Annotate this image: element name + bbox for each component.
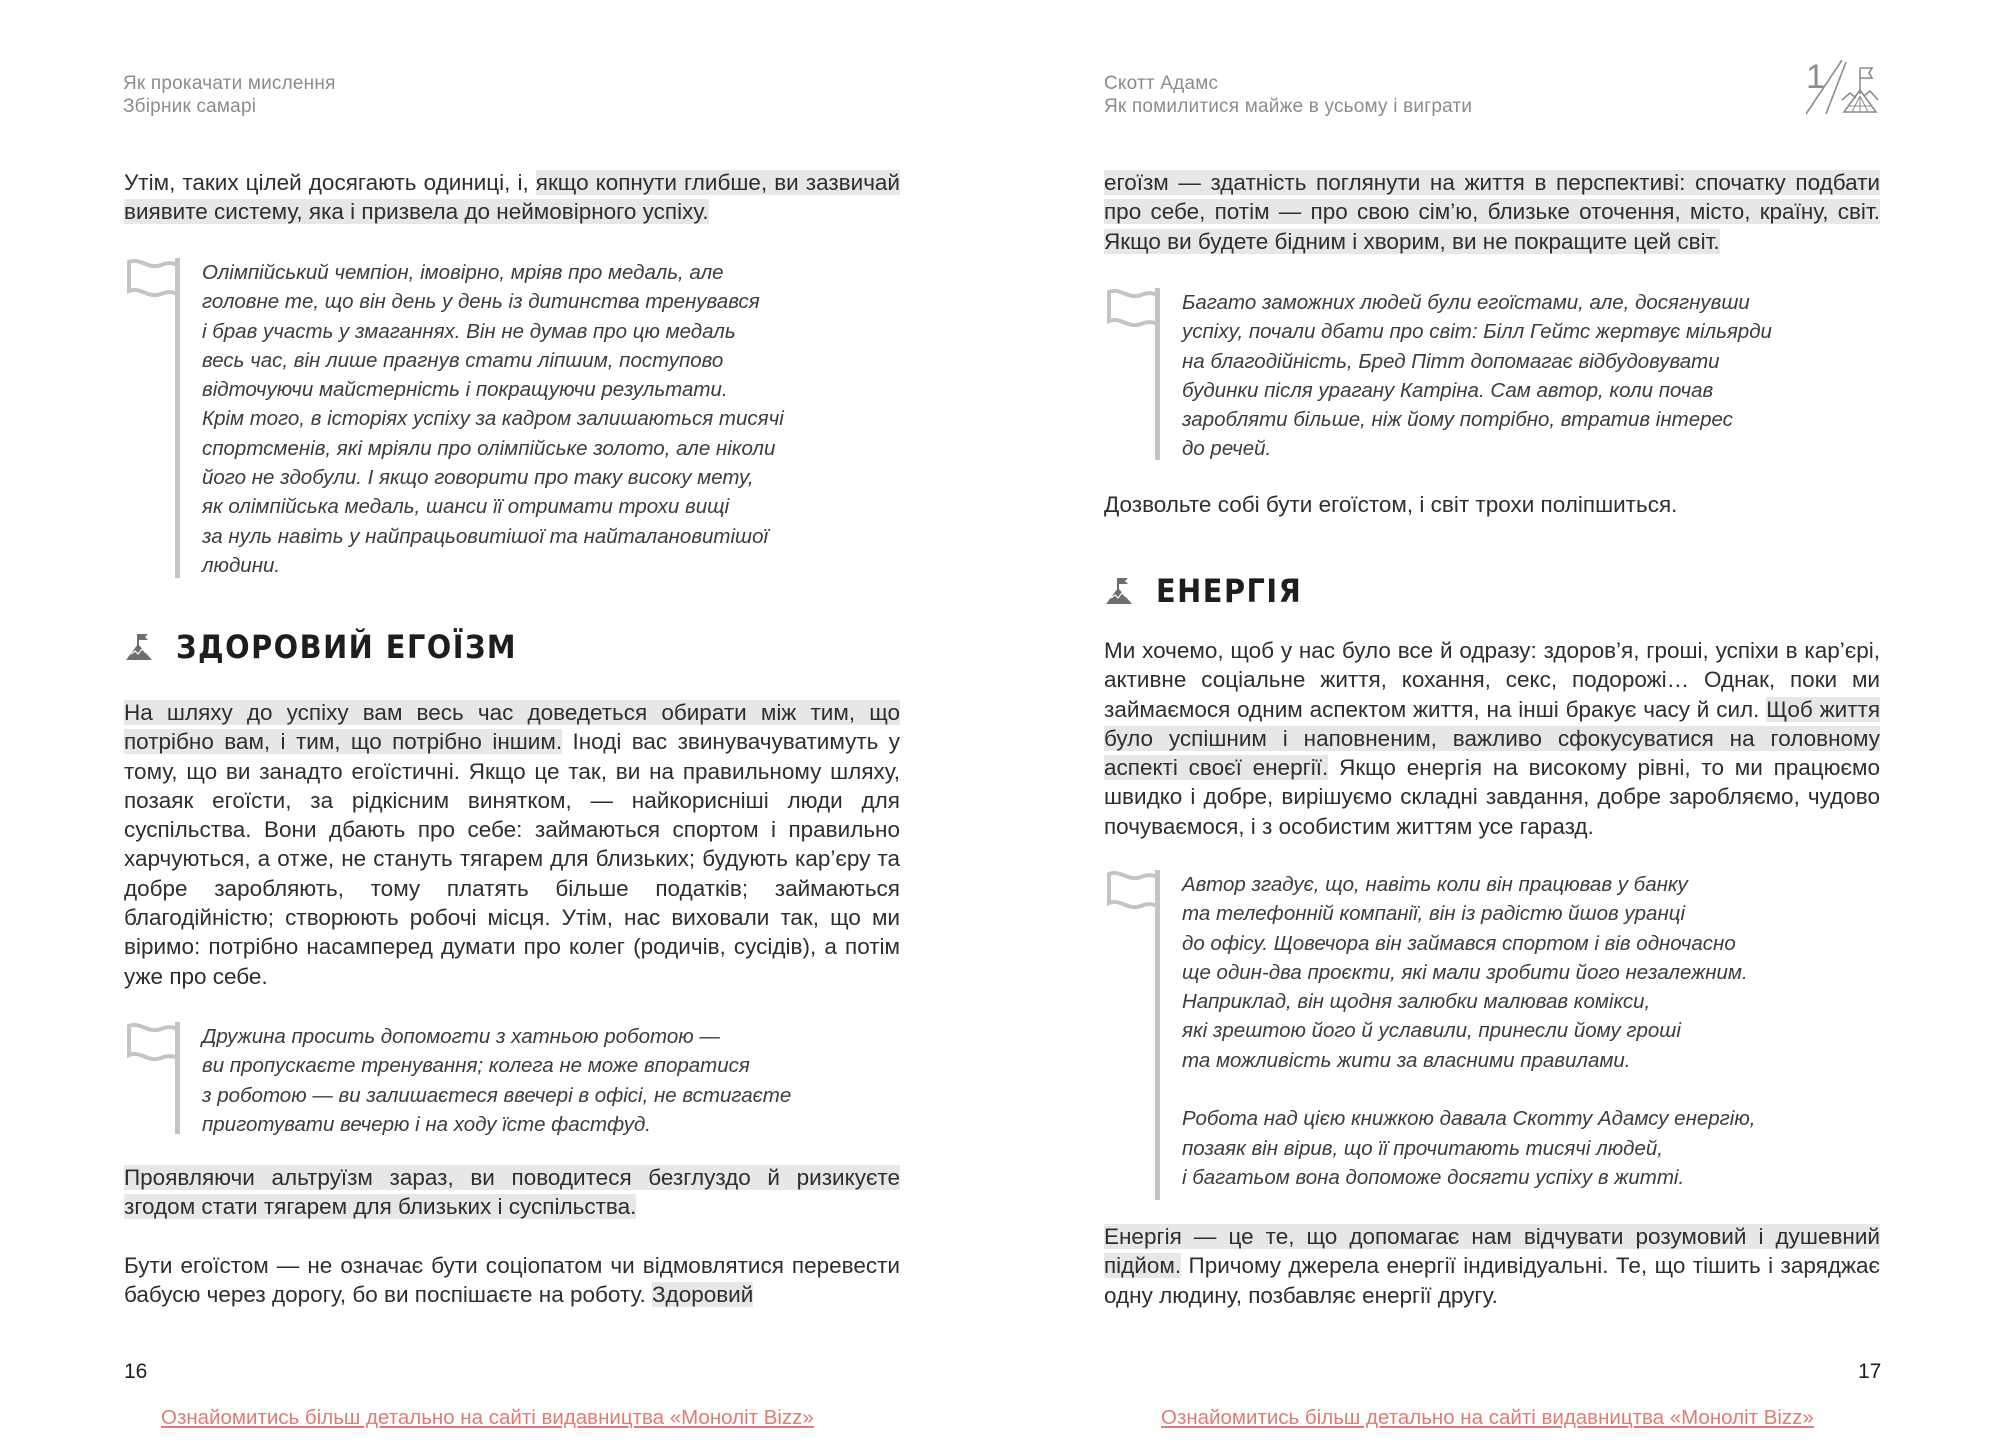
book-series-title: Як прокачати мислення bbox=[123, 73, 336, 94]
quote-bar bbox=[1155, 288, 1160, 460]
paragraph-text: Іноді вас звинувачуватимуть у тому, що ви занадто егоїстичні. Якщо це так, ви на правильному шляху, позаяк егоїсти, за рідкісним винятком, — найкорисніші люди для суспільства. Вони дбають про себе: займаються спортом і правильно харчуються, а отже, не стануть тягарем для близьких; будують кар’єру та добре заробляють, тому платять більше податків; займаються благодійністю; створюють робочі місця. Утім, нас виховали так, що ми віримо: потрібно насамперед думати про колег (родичів, сусідів), а потім уже про себе. bbox=[124, 729, 901, 989]
quote-text bbox=[202, 258, 902, 580]
quote-line: як олімпійська медаль, шанси її отримати трохи вищі bbox=[202, 495, 730, 519]
mountain-flag-icon bbox=[124, 633, 154, 661]
highlighted-text: егоїзм — здатність поглянути на життя в перспективі: спочатку подбати про себе, потім — про свою сім’ю, близьке оточення, місто, країну, світ. Якщо ви будете бідним і хворим, ви не покращите цей світ. bbox=[1104, 170, 1880, 254]
quote-line: Крім того, в історіях успіху за кадром залишаються тисячі bbox=[202, 407, 784, 431]
paragraph-energy-definition bbox=[1104, 1222, 1880, 1310]
quote-line: та можливість жити за власними правилами. bbox=[1182, 1048, 1631, 1072]
quote-line: і багатьом вона допоможе досягти успіху в житті. bbox=[1182, 1165, 1685, 1189]
intro-text: Утім, таких цілей досягають одиниці, і, bbox=[124, 170, 536, 195]
paragraph-text: Причому джерела енергії індивідуальні. Те, що тішить і заряджає одну людину, позбавляє енергії другу. bbox=[1104, 1253, 1880, 1308]
quote-line: Олімпійський чемпіон, імовірно, мріяв про медаль, але bbox=[202, 261, 724, 284]
mountain-flag-icon bbox=[1806, 60, 1886, 122]
quote-line: Робота над цією книжкою давала Скотту Адамсу енергію, bbox=[1182, 1107, 1756, 1131]
quote-line: людини. bbox=[202, 553, 281, 577]
book-author: Скотт Адамс bbox=[1104, 73, 1219, 94]
quote-line: Дружина просить допомогти з хатньою роботою — bbox=[202, 1025, 720, 1048]
quote-bar bbox=[175, 1022, 180, 1134]
quote-bar bbox=[1155, 870, 1160, 1200]
highlighted-text: якщо копнути глибше, ви зазвичай виявите систему, яка і призвела до неймовірного успіху. bbox=[124, 170, 900, 225]
quote-line: з роботою — ви залишаєтеся ввечері в офісі, не встигаєте bbox=[202, 1083, 792, 1107]
book-series-subtitle: Збірник самарі bbox=[123, 96, 257, 117]
highlighted-text: Щоб життя було успішним і наповненим, важливо сфокусуватися на головному аспекті своєї енергії. bbox=[1104, 696, 1881, 781]
highlighted-text: Енергія — це те, що допомагає нам відчувати розумовий і душевний підйом. bbox=[1104, 1224, 1880, 1279]
quote-line: заробляти більше, ніж йому потрібно, втратив інтерес bbox=[1182, 408, 1733, 432]
page-number: 17 bbox=[1858, 1360, 1882, 1383]
left-page bbox=[0, 0, 998, 1447]
quote-line: Наприклад, він щодня залюбки малював комікси, bbox=[1182, 990, 1651, 1014]
running-head-right bbox=[1104, 72, 1472, 118]
section-title: ЗДОРОВИЙ ЕГОЇЗМ bbox=[176, 628, 518, 666]
quote-line: Багато заможних людей були егоїстами, але, досягнувши bbox=[1182, 291, 1750, 314]
quote-block-wife bbox=[124, 1022, 884, 1134]
quote-block-olympic bbox=[124, 258, 884, 578]
right-page bbox=[998, 0, 1997, 1447]
quote-line: ви пропускаєте тренування; колега не може впоратися bbox=[202, 1054, 750, 1078]
quote-block-author-energy bbox=[1104, 870, 1864, 1200]
publisher-link[interactable]: Ознайомитись більш детально на сайті видавництва «Моноліт Bizz» bbox=[161, 1406, 814, 1429]
quote-line: відточуючи майстерність і покращуючи результати. bbox=[202, 378, 728, 402]
paragraph-want-everything bbox=[1104, 636, 1880, 841]
flag-icon bbox=[126, 258, 180, 304]
intro-paragraph bbox=[1104, 168, 1880, 256]
publisher-link[interactable]: Ознайомитись більш детально на сайті видавництва «Моноліт Bizz» bbox=[1161, 1406, 1814, 1429]
paragraph-text: Бути егоїстом — не означає бути соціопатом чи відмовлятися перевести бабусю через дорогу, бо ви поспішаєте на роботу. bbox=[124, 1253, 900, 1308]
section-heading-healthy-egoism bbox=[124, 628, 517, 666]
chapter-number: 1 bbox=[1806, 58, 1825, 96]
quote-line: позаяк він вірив, що її прочитають тисячі людей, bbox=[1182, 1136, 1663, 1160]
section-title: ЕНЕРГІЯ bbox=[1156, 572, 1303, 610]
quote-text bbox=[1182, 288, 1882, 464]
quote-line: приготувати вечерю і на ходу їсте фастфуд. bbox=[202, 1112, 651, 1136]
highlighted-text: На шляху до успіху вам весь час доведеться обирати між тим, що потрібно вам, і тим, що потрібно іншим. bbox=[124, 700, 900, 755]
page-number: 16 bbox=[124, 1360, 148, 1383]
chapter-corner-mark bbox=[1806, 60, 1886, 122]
paragraph-text: Якщо енергія на високому рівні, то ми працюємо швидко і добре, вирішуємо складні завдання, добре заробляємо, чудово почуваємося, і з особистим життям усе гаразд. bbox=[1104, 755, 1881, 839]
quote-line: будинки після урагану Катріна. Сам автор, коли почав bbox=[1182, 378, 1714, 402]
quote-text bbox=[202, 1022, 902, 1139]
quote-line: спортсменів, які мріяли про олімпійське золото, але ніколи bbox=[202, 436, 776, 460]
quote-line: і брав участь у змаганнях. Він не думав про цю медаль bbox=[202, 319, 736, 343]
paragraph-allow-egoism bbox=[1104, 490, 1880, 519]
quote-line: його не здобули. І якщо говорити про таку високу мету, bbox=[202, 466, 754, 490]
running-head-left bbox=[123, 72, 336, 118]
paragraph-text: Ми хочемо, щоб у нас було все й одразу: здоров’я, гроші, успіхи в кар’єрі, активне соціальне життя, кохання, секс, подорожі… Однак, поки ми займаємося одним аспектом життя, на інші бракує часу й сил. bbox=[1104, 638, 1880, 722]
flag-icon bbox=[1106, 288, 1160, 334]
book-title: Як помилитися майже в усьому і виграти bbox=[1104, 96, 1473, 117]
quote-line: та телефонній компанії, він із радістю йшов уранці bbox=[1182, 902, 1686, 926]
flag-icon bbox=[1106, 870, 1160, 916]
section-heading-energy bbox=[1104, 572, 1302, 610]
quote-line: весь час, він лише прагнув стати ліпшим, поступово bbox=[202, 348, 724, 372]
paragraph-text: Дозвольте собі бути егоїстом, і світ трохи поліпшиться. bbox=[1104, 492, 1678, 517]
quote-bar bbox=[175, 258, 180, 578]
quote-line: успіху, почали дбати про світ: Білл Гейтс жертвує мільярди bbox=[1182, 320, 1772, 344]
mountain-flag-icon bbox=[1104, 577, 1134, 605]
quote-line: до офісу. Щовечора він займався спортом і вів одночасно bbox=[1182, 931, 1736, 955]
quote-line: на благодійність, Бред Пітт допомагає відбудовувати bbox=[1182, 349, 1720, 373]
quote-line: ще один-два проєкти, які мали зробити його незалежним. bbox=[1182, 960, 1748, 984]
quote-block-wealthy bbox=[1104, 288, 1864, 460]
quote-line: головне те, що він день у день із дитинства тренувався bbox=[202, 290, 760, 314]
paragraph-egoist-definition bbox=[124, 1251, 900, 1310]
paragraph-altruism bbox=[124, 1163, 900, 1222]
paragraph-choice bbox=[124, 698, 900, 991]
quote-line: Автор згадує, що, навіть коли він працював у банку bbox=[1182, 873, 1688, 896]
quote-line: за нуль навіть у найпрацьовитішої та найталановитішої bbox=[202, 524, 769, 548]
quote-line: які зрештою його й уславили, принесли йому гроші bbox=[1182, 1019, 1681, 1043]
intro-paragraph bbox=[124, 168, 900, 227]
highlighted-text: Проявляючи альтруїзм зараз, ви поводитеся безглуздо й ризикуєте згодом стати тягарем для близьких і суспільства. bbox=[124, 1165, 900, 1220]
flag-icon bbox=[126, 1022, 180, 1068]
highlighted-text: Здоровий bbox=[651, 1282, 754, 1308]
quote-line: до речей. bbox=[1182, 437, 1272, 461]
quote-spacer bbox=[1182, 1075, 1882, 1104]
quote-text bbox=[1182, 870, 1882, 1192]
